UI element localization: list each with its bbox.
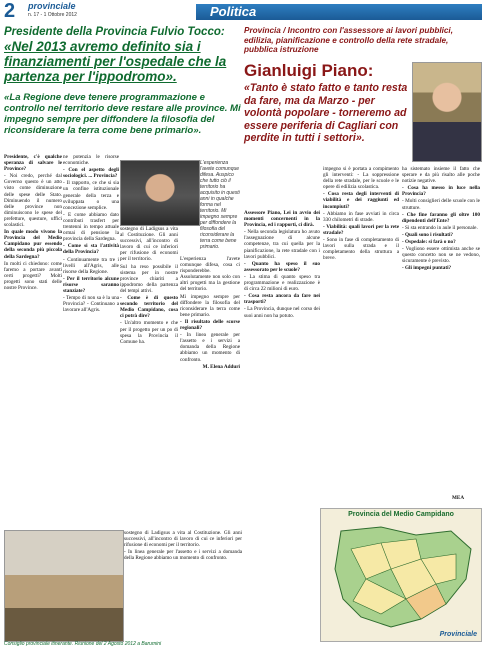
paragraph: In molti ci chiedono: come faremo a portare avanti certi progetti? Molti progetti sono stati delle nostre Province. bbox=[4, 260, 62, 291]
president-photo bbox=[120, 160, 200, 226]
paragraph: - E come abbiamo dato contributi trasfert per trentenni in tempo attuale ormai di pensione la provincia della Sardegna. bbox=[63, 211, 119, 243]
left-col-2 bbox=[63, 154, 119, 528]
paragraph: - Il rapporto, ce che si sia un confine istituzionale generale della terza e sviluppata o una concezione semplice. bbox=[63, 180, 119, 211]
paragraph: - Tempo di non sa è la una Provincia? - Continuano a lavorare all'Agris. bbox=[63, 295, 119, 314]
paragraph: - Si sta entrando in aule il personale. bbox=[402, 224, 478, 231]
paragraph: - Per il territorio alcune risorse saranno stanziate? bbox=[63, 275, 119, 294]
paragraph: - Noi credo, perché dal Governo questo è un atto visto come diminuzione delle spese delle Stato. Diminuendo il numero delle province non diminuiscono le spese del prefetture, questure, uffici scolastici. bbox=[4, 173, 62, 229]
paragraph: - Sono in fase di completamento di lavori sulla strada e il completamento della struttura a breve. bbox=[323, 237, 399, 262]
right-headline-quote: «Tanto è stato fatto e tanto resta da fare, ma da Marzo - per volontà popolare - torneremo ad essere periferia di Cagliari con perdite in tutti i settori». bbox=[244, 82, 408, 145]
paragraph: - Molti consiglieri delle scuole con le strutture. bbox=[402, 198, 480, 211]
paragraph: - Quanto ha speso il suo assessorato per le scuole? bbox=[244, 260, 320, 273]
paragraph: - Abbiamo in fase avviati in circa 330 chilometri di strade. bbox=[323, 210, 399, 223]
paragraph: - Cosa resta ancora da fare nei trasporti? bbox=[244, 293, 320, 306]
issue-info: n. 17 - 1 Ottobre 2012 bbox=[28, 12, 77, 18]
paragraph: - Quali sono i risultati? bbox=[402, 231, 454, 238]
paragraph: Sul ha reso possibile il sistema per in nostre province chiariti a ippodromo della partenza del tempi attivi. bbox=[120, 263, 178, 294]
assessore-photo bbox=[412, 62, 482, 162]
map-title: Provincia del Medio Campidano bbox=[348, 511, 454, 518]
headline-speaker: Presidente della Provincia Fulvio Tocco: bbox=[4, 26, 225, 38]
paragraph: - Cosa resta degli interventi di viabilità e dei raggiunti ed incompiuti? bbox=[323, 191, 399, 210]
paragraph: - Viabilità: quali lavori per la rete stradale? bbox=[323, 223, 399, 236]
page-number: 2 bbox=[4, 0, 16, 22]
paragraph: - La Provincia, dunque nel corso dei suoi anni non ha potuto. bbox=[244, 306, 320, 319]
paragraph: ha sistemato insieme il fatto che sperare e da più risalto alle poche notizie negative. bbox=[402, 166, 480, 185]
paragraph: - Cosa ha messo in luce nella Provincia? bbox=[402, 185, 480, 198]
paragraph: - Nella seconda legislatura ho avuto l'assegnazione di alcune competenze, tra cui quella per la pianificazione, la rete stradale con i lavori pubblici. bbox=[244, 229, 320, 260]
map-shape bbox=[321, 509, 481, 641]
left-col-5 bbox=[124, 530, 242, 640]
paragraph: - Continuamente tra tre i livelli all'Agris, alle risorse della Regione. bbox=[63, 256, 119, 275]
paragraph: In quale modo vivono la Provincia del Medio Campidano pur essendo della seconda più piccola della Sardegna? bbox=[4, 229, 62, 260]
page-header bbox=[0, 0, 482, 24]
paragraph: Mi impegno sempre per diffondere la filosofia del riconsiderare la terra come bene primario. bbox=[180, 293, 240, 318]
article-signature: MEA bbox=[452, 495, 465, 501]
right-kicker: Provincia / Incontro con l'assessore ai lavori pubblici, edilizia, pianificazione e controllo della rete stradale, pubblica istruzione bbox=[244, 26, 453, 55]
paragraph: impegno si è portata a compimento gli interventi: - La soppressione della rete stradale, per le scuole e le opere di edilizia scolastica. bbox=[323, 166, 399, 191]
paragraph: - Gli impegni puntati? bbox=[402, 265, 452, 272]
paragraph: - Vogliono essere ottimista anche se questo concetto non se ne vedono, sicuramente è previsto. bbox=[402, 246, 480, 265]
pull-quote: L'esperienza l'avete comunque difesa. Auspico che tutto ciò il territorio ha acquisito in questi anni in qualche forma nel territorio. Mi impegno sempre per diffondere la filosofia del riconsiderare la terra come bene primario. bbox=[200, 160, 240, 250]
author-name: M. Elena Adduri bbox=[202, 363, 240, 370]
section-title: Politica bbox=[210, 4, 257, 19]
paragraph: sostegno di Ladigsus a vita al Costituzione. Gli anni successivi, all'incontro di lavoro di cui ce inferiori per rifusione di economi per il territorio. bbox=[124, 530, 242, 549]
paragraph: - La stima di quanto speso tra programmazione e realizzazione è di circa 22 milioni di euro. bbox=[244, 273, 320, 293]
right-headline-name: Gianluigi Piano: bbox=[244, 61, 374, 80]
left-col-4 bbox=[180, 256, 240, 526]
paragraph: - Con el aspetto degli sociologici. ... Provincia? bbox=[63, 167, 119, 180]
photo-caption: Consiglio provinciale itinerante. Riunione del 2 Agosto 2012 a Barumini bbox=[4, 641, 162, 647]
paragraph: - Un'altro momento e che per il progetto per un po di spesa la Provincia il Comune ha. bbox=[120, 320, 178, 345]
left-headline bbox=[4, 26, 242, 84]
paragraph: ne potenzia le risorse economiche. bbox=[63, 154, 119, 167]
paragraph: sostegno di Ladigsus a vita al Costituzione. Gli anni successivi, all'incontro di lavoro di cui ce inferiori per rifusione di economi per il territorio. bbox=[120, 226, 178, 263]
province-map bbox=[320, 508, 482, 642]
paragraph: - Come è di questo secondo territorio del Medio Campidano, cosa ci potrà dire? bbox=[120, 295, 178, 320]
council-photo bbox=[4, 530, 124, 642]
paragraph: - In linea generale per l'assetto e i servizi a domanda della Regione abbiamo un momento di confronto. bbox=[180, 332, 240, 363]
left-col-3 bbox=[120, 226, 178, 526]
paragraph: - Ospedale: si farà o no? bbox=[402, 239, 456, 246]
headline-quote: «Nel 2013 avremo definito sia i finanziamenti per l'ospedale che la partenza per l'ippodromo». bbox=[4, 39, 227, 84]
left-col-1 bbox=[4, 154, 62, 528]
masthead: provinciale bbox=[28, 1, 76, 11]
paragraph: L'esperienza l'avete comunque difesa, cosa ci risponderebbe. Assolutamente non solo con altri progetti ma la gestione del territorio. bbox=[180, 256, 240, 293]
map-brand: Provinciale bbox=[439, 631, 477, 638]
paragraph: - Come si sta l'attività della Provincia? bbox=[63, 243, 119, 256]
paragraph: - Che fine faranno gli oltre 100 dipendenti dell'Ente? bbox=[402, 211, 480, 224]
paragraph: - In linea generale per l'assetto e i servizi a domanda della Regione abbiamo un momento di confronto. bbox=[124, 549, 242, 562]
right-col-1 bbox=[244, 210, 320, 638]
right-col-3 bbox=[402, 166, 480, 492]
right-col-2 bbox=[323, 166, 399, 506]
paragraph: Presidente, c'è qualche speranza di salvare le Province? bbox=[4, 154, 62, 173]
paragraph: Assessore Piano, Lei in avvio dei momenti concernenti in la Provincia, ed i rapporti, ci dirà. bbox=[244, 210, 320, 229]
paragraph: - Il risultato delle scorse regionali? bbox=[180, 318, 240, 332]
left-subhead: «La Regione deve tenere programmazione e controllo nel territorio deve restare alle province. Mi impegno sempre per diffondere la filosofia del riconsiderare la terra come bene primario». bbox=[4, 92, 241, 136]
